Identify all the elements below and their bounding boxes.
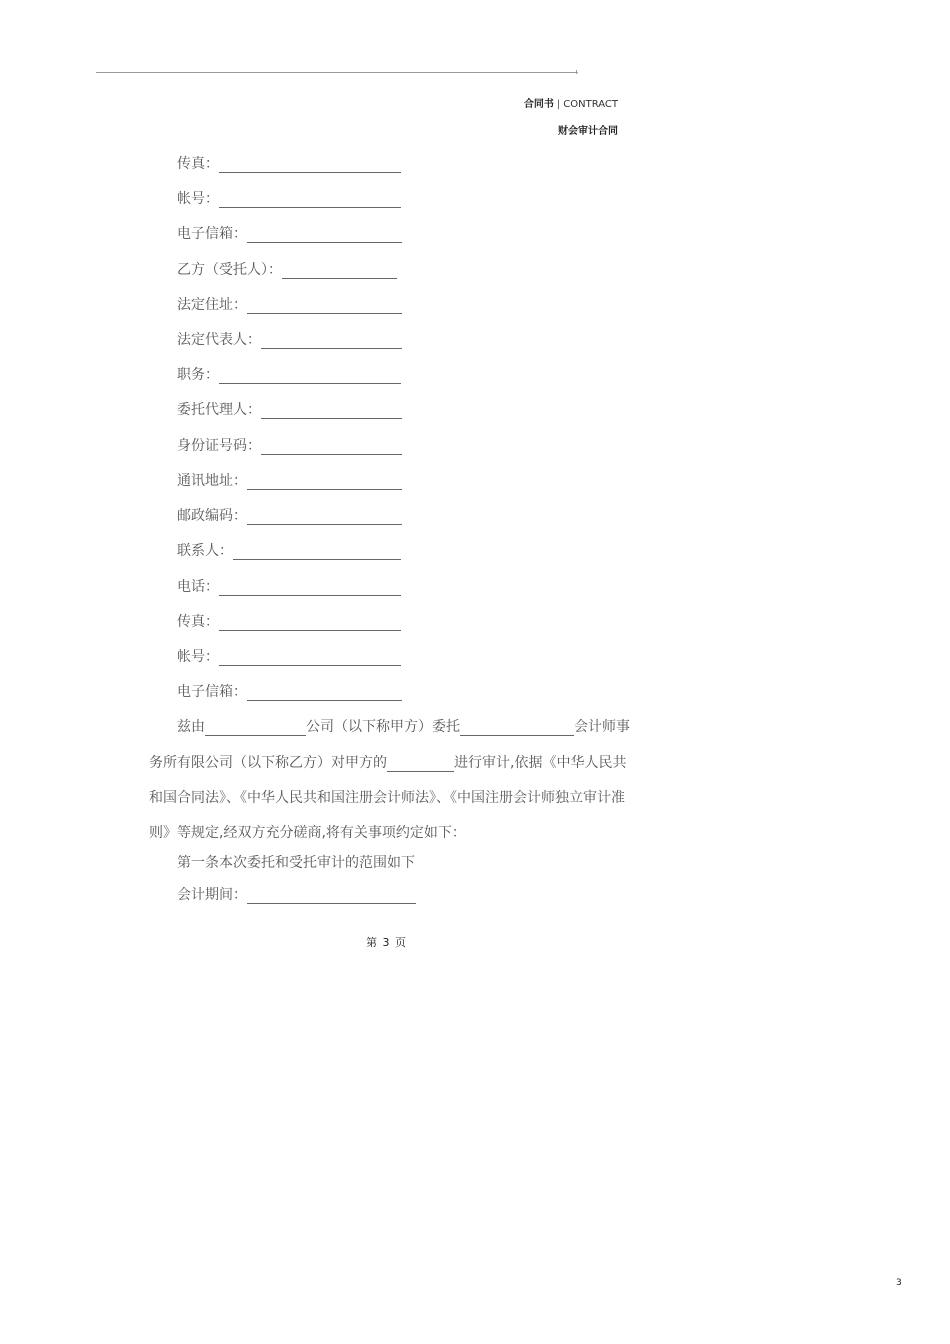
header-brand bbox=[524, 95, 618, 110]
field-label: 通讯地址： bbox=[177, 473, 247, 489]
header-rule bbox=[96, 72, 578, 73]
fill-in-blank[interactable] bbox=[261, 403, 402, 419]
field-agent bbox=[177, 401, 402, 419]
fill-in-blank[interactable] bbox=[247, 888, 416, 904]
body-line-2 bbox=[149, 754, 626, 772]
body-line-4 bbox=[149, 824, 466, 842]
field-label: 帐号： bbox=[177, 191, 219, 207]
field-label: 帐号： bbox=[177, 649, 219, 665]
field-label: 职务： bbox=[177, 367, 219, 383]
field-label: 邮政编码： bbox=[177, 508, 247, 524]
body-text: 会计师事 bbox=[574, 719, 630, 735]
header-doc-title bbox=[558, 122, 618, 137]
field-label: 乙方（受托人）： bbox=[177, 262, 282, 278]
fill-in-blank[interactable] bbox=[233, 544, 401, 560]
field-label: 法定住址： bbox=[177, 297, 247, 313]
field-label: 电子信箱： bbox=[177, 226, 247, 242]
field-email-a bbox=[177, 225, 402, 243]
fill-in-blank[interactable] bbox=[247, 509, 402, 525]
fill-in-blank-company[interactable] bbox=[205, 720, 306, 736]
fill-in-blank[interactable] bbox=[282, 263, 397, 279]
fill-in-blank[interactable] bbox=[261, 333, 402, 349]
body-text: 进行审计,依据《中华人民共 bbox=[454, 755, 627, 771]
header-brand-cn: 合同书 bbox=[523, 99, 554, 110]
fill-in-blank[interactable] bbox=[219, 615, 401, 631]
fill-in-blank[interactable] bbox=[219, 192, 401, 208]
field-account-b bbox=[177, 648, 401, 666]
field-mail-address bbox=[177, 472, 402, 490]
field-legal-rep bbox=[177, 331, 402, 349]
field-label: 电话： bbox=[177, 579, 219, 595]
field-label: 身份证号码： bbox=[177, 438, 261, 454]
field-phone bbox=[177, 578, 401, 596]
article-heading: 第一条本次委托和受托审计的范围如下 bbox=[177, 855, 415, 871]
field-label: 法定代表人： bbox=[177, 332, 261, 348]
field-id-number bbox=[177, 437, 402, 455]
body-text: 务所有限公司（以下称乙方）对甲方的 bbox=[149, 755, 387, 771]
fill-in-blank[interactable] bbox=[219, 368, 401, 384]
corner-page-number: 3 bbox=[896, 1278, 902, 1288]
field-contact bbox=[177, 542, 401, 560]
body-text: 和国合同法》、《中华人民共和国注册会计师法》、《中国注册会计师独立审计准 bbox=[149, 790, 625, 806]
field-label: 传真： bbox=[177, 614, 219, 630]
field-label: 电子信箱： bbox=[177, 684, 247, 700]
field-fax-a bbox=[177, 155, 401, 173]
header-rule-end-mark bbox=[576, 70, 577, 74]
field-postcode bbox=[177, 507, 402, 525]
fill-in-blank[interactable] bbox=[247, 227, 402, 243]
fill-in-blank[interactable] bbox=[219, 580, 401, 596]
fill-in-blank-firm[interactable] bbox=[460, 720, 574, 736]
fill-in-blank[interactable] bbox=[247, 474, 402, 490]
field-label: 委托代理人： bbox=[177, 402, 261, 418]
doc-title: 财会审计合同 bbox=[558, 126, 618, 137]
fill-in-blank[interactable] bbox=[219, 650, 401, 666]
fill-in-blank[interactable] bbox=[247, 298, 402, 314]
field-email-b bbox=[177, 683, 402, 701]
fill-in-blank[interactable] bbox=[219, 157, 401, 173]
fill-in-blank-subject[interactable] bbox=[387, 756, 454, 772]
field-accounting-period bbox=[177, 886, 416, 904]
header-separator: | bbox=[556, 99, 561, 110]
field-party-b bbox=[177, 261, 397, 279]
header-brand-en: CONTRACT bbox=[563, 99, 618, 110]
fill-in-blank[interactable] bbox=[261, 439, 402, 455]
fill-in-blank[interactable] bbox=[247, 685, 402, 701]
field-account-a bbox=[177, 190, 401, 208]
body-text: 公司（以下称甲方）委托 bbox=[306, 719, 460, 735]
body-line-1 bbox=[177, 718, 630, 736]
body-text: 兹由 bbox=[177, 719, 205, 735]
field-position bbox=[177, 366, 401, 384]
page-number: 第 3 页 bbox=[366, 936, 407, 949]
field-label: 传真： bbox=[177, 156, 219, 172]
article-1-heading bbox=[177, 854, 415, 872]
body-line-3 bbox=[149, 789, 625, 807]
body-text: 则》等规定,经双方充分磋商,将有关事项约定如下： bbox=[149, 825, 466, 841]
field-fax-b bbox=[177, 613, 401, 631]
field-label: 会计期间： bbox=[177, 887, 247, 903]
field-label: 联系人： bbox=[177, 543, 233, 559]
field-legal-address bbox=[177, 296, 402, 314]
